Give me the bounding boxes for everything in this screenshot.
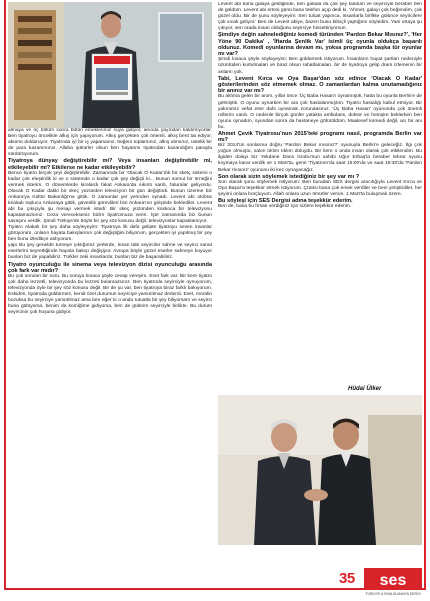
photo-handshake: [218, 395, 422, 545]
ses-magazine-logo: [364, 568, 422, 596]
question-heading: Tabi, Levent Kırca ve Oya Başar'dan söz edince 'Olacak O Kadar' gösterilerinden söz etmemek olmaz. O zamanlardan kalma unutamadığınız bir anınız var mı?: [218, 75, 422, 95]
article-column-right: [218, 2, 422, 392]
logo-subtext: TÜRKİYE & İRAN ALMANYA DERGİ: [365, 592, 421, 596]
paragraph: Ben de, bana bu fırsatı verdiğiniz için sizlere teşekkür ederim.: [218, 204, 352, 210]
paragraph: yapı Bu şey genelde turneye çıktığımız yerlerde, İnsan tabi seyirciler sahne ve seyirci sanat eserlerini seyrettiğinde hayata bakışı değişiyor. Avrupa böyle güzel eserler sahneye koyuyor bunları biz de yapabiliriz. Türkler zeki insanlardır, bunları biz de başarabiliriz.: [8, 243, 212, 261]
closing-line: Bu söyleşi için SES Dergisi adına teşekkür ederim.: [218, 198, 353, 204]
photo-credit: Hüdai Ülker: [348, 386, 382, 392]
paragraph: Bu çok sorulan bir soru. Bu soruya kısaca şöyle cevap vereyim. Evet fark var. Bir kere tiyatro çok daha lezzetli, televizyonda bu lezzeti bulamazsınız. Ben tiyatroda seyirciyle oynuyorum, televizyonda öyle bir şey söz konusu değil. Bir de şu var, ben tiyatroya biraz farklı bakıyorum. Eskiden, tiyatroda güldürmez, kendi özel durumun seyirciye yansıtılmaz derlerdi. Evet, moralin bozuksa bu seyirciye yansıtılmaz ama ben eğer ki o anda tutuatla bir şey biliyorsam ve seyirci buna gülüyorsa, benim da komiğime gidiyorsa, ben de gülerim seyirciyle birlikte. Bu durum seyircinin çok hoşuna gidiyor.: [8, 274, 212, 316]
paragraph: almaya ve üç bölüm sonra bütün emeklerimiz suya gidiyor, anında yayından kaldırılıyorlar. Ben tiyatroyu öncelikle alkış için yapıyorum. Alkış gerçekten çok önemli, alkış bent tat ediyor, akümü dolduruyor. Tiyatroda iyi bir iş yaparsanız, beğeni toplarsınız, alkış alırsınız, üstelik bir de para kazanırsınız. Allaha şükürler olsun ben hayatımı tiyatrodan kazandığım parayla sürdürüyorum.: [8, 128, 212, 158]
page-number: 35: [339, 570, 355, 587]
question-heading: Tiyatro oyunculuğu ile sinema veya televizyon dizisi oyunculuğu arasında çok fark var mıdır?: [8, 261, 212, 274]
question-heading: Ahmet Çevik Tiyatrosu'nun 2015'teki programı nasıl, programda Berlin var mı?: [218, 130, 422, 144]
paragraph: Şimdi kısaca şöyle söyleyeyim: Ben güldürmek istiyorum. İnsanların hayat şartları nedeniyle üzüntüden kurtulmaları ve biraz olsun rahatlamaları, bir de tiyatroya gelip dram izlemenin bir anlamı yok.: [218, 57, 422, 75]
question-heading: Şimdiye değin sahnelediğiniz komedi türünden 'Pardon Bekar Mısınız?', 'Her Yöne 90 Dakika' , 'İftarda Şenlik Var' isimli üç oyunla oldukça başarılı oldunuz. Komedi oyunlarına devam mı, yoksa programda başka tür oyunlar mı var?: [218, 32, 422, 58]
paragraph: Biz 2014'ün sonlarına doğru 'Pardon Bekar mısınız?' oyunuyla Berlin'e geleceğiz. İlgi çok yoğun olmuştu, salon tıklım tıklım doluydu. Bir kere o anda insan olarak çok etkilendim. Bu ilgiden dolayı biz Yekdane Dans Grubu'nun sahibi Uğur Erbaş'la beraber tekrar oyunu koymaya karar verdik ve 1 Mart'ta, gene 'Tiyatrom'da saat 15:00'da ve saat 18:30'da 'Pardon Bekar mısınız' oyununu iki kez oynayacağız.: [218, 143, 422, 173]
paragraph: Levent abi bana galaya geldiğinde, ben galada da çok şey buldum ve seyirciyle beraber ben de güldüm. Levent abi ertesi günü bana telefon açıp dedi ki, 'Ahmet, galayı çok beğendim, çok güzel oldu. Bir de şunu söyleyeyim: Sen tuluat yapınca, insanlarla birlikte gülünce seyircilere çok sıcak geliyor.' Ben de Levent abiye, bazen bunu bilinçli yaptığımı söyledim. Yani ortaya şu çıkıyor, sen orada insan olduğunu seyirciye hissettiriyorsun.: [218, 2, 422, 32]
question-heading: Son olarak sizin söylemek istediğiniz bir şey var mı ?: [218, 173, 360, 180]
article-column-left: [8, 128, 212, 568]
paragraph: Bu aklıma gelen bir anım, yıllar önce 'Üç Baba Hasan'ı oynamıştık, hatta bu oyunla Berlin'e de gelmiştik. O oyunu oynarken bir ara çok hastalanmıştım. Tiyatro hastalığı kabul etmiyor. Bir yakınımız vefat etse dahi oynamak zorundasınız. 'Üç Baba Hasan' oyununda çok önemli rollerim vardı. O nedenle birçok günler yatakta ambulans, doktor ve hemşire beklerken ben oyunu oynadım, oyundan sonra da hastaneye götürüldüm. Maalesef komedi değil, acı bir anı bu.: [218, 94, 422, 130]
question-heading: Tiyatroya dünyay değiştirebilir mi? Veya insanları değiştirebilir mi, etkileyebilir mi? Etkilerse ne kadar etkileyebilir?: [8, 158, 212, 171]
paragraph: Bence tiyatro birçok şeyi değiştirebilir. Zamanında bir 'Olacak O Kadar'dık bir sketç sistemi o kadar çok eleştirdik ki ve o sistemde o kadar çok şey değişti ki... Bunun somut bir örneğini vermek isterim. O dönemlerde kiralardı fakat Ankara'da sıkıntı vardı, faturalar geliyordu. Olacak O Kadar dakki bir skeç yüzünden televizyon bir gün değiştirdi. Bunun üzerine biz Ankara'ya Kültür Bakanlığı'na gittik. O zamanlar yer yerinden oynadı. Levent abi otobüs kiraladı toplucu Ankaraya gittik, güvenlik görevlileri bizi Ankara'nın girişinde beklediler. Levent abi bu çıkışıyla şu mesajı vermek istedi: Bir skeç yüzünden koskoca bir televizyonu kapatamazsınız. Ceza verecekseniz bizim tiyatromuza verin. İşte zamanında biz bunun savaşını verdik. Şimdi Türkiye'de böyle bir şey söz konusu değil, televizyonlar kapatılamıyor.: [8, 170, 212, 225]
interview-photo-bottom: [218, 395, 422, 545]
ses-logo-icon: [364, 568, 422, 596]
paragraph: Tiyatro Alakalı bir şey daha söyleyeyim: Tiyatroya ilk defa gelipte tiyatroyu seven insanlar görüyorum, onların hayata bakışlarının çok değiştiğini biliyorum, gerçekten iyi yapılmış bir şey ben bunu izledikçe anlıyorum.: [8, 225, 212, 243]
photo-man-with-magazine: [8, 2, 212, 128]
paragraph: Son olarak şunu söylemek istiyorum: Ben buradan SES dergisi aracılığıyla Levent Kırca ve Oya Başar'a teşekkür etmek istiyorum. Çünkü bana çok emek verdiler ve beni yetiştirdiler, her şeyimi onlara borçluyum. Allah onlara uzun ömürler versin. 1 Mart'ta buluşmak üzere.: [218, 179, 422, 197]
logo-text: ses: [379, 572, 407, 589]
interview-photo-top: [8, 2, 212, 128]
